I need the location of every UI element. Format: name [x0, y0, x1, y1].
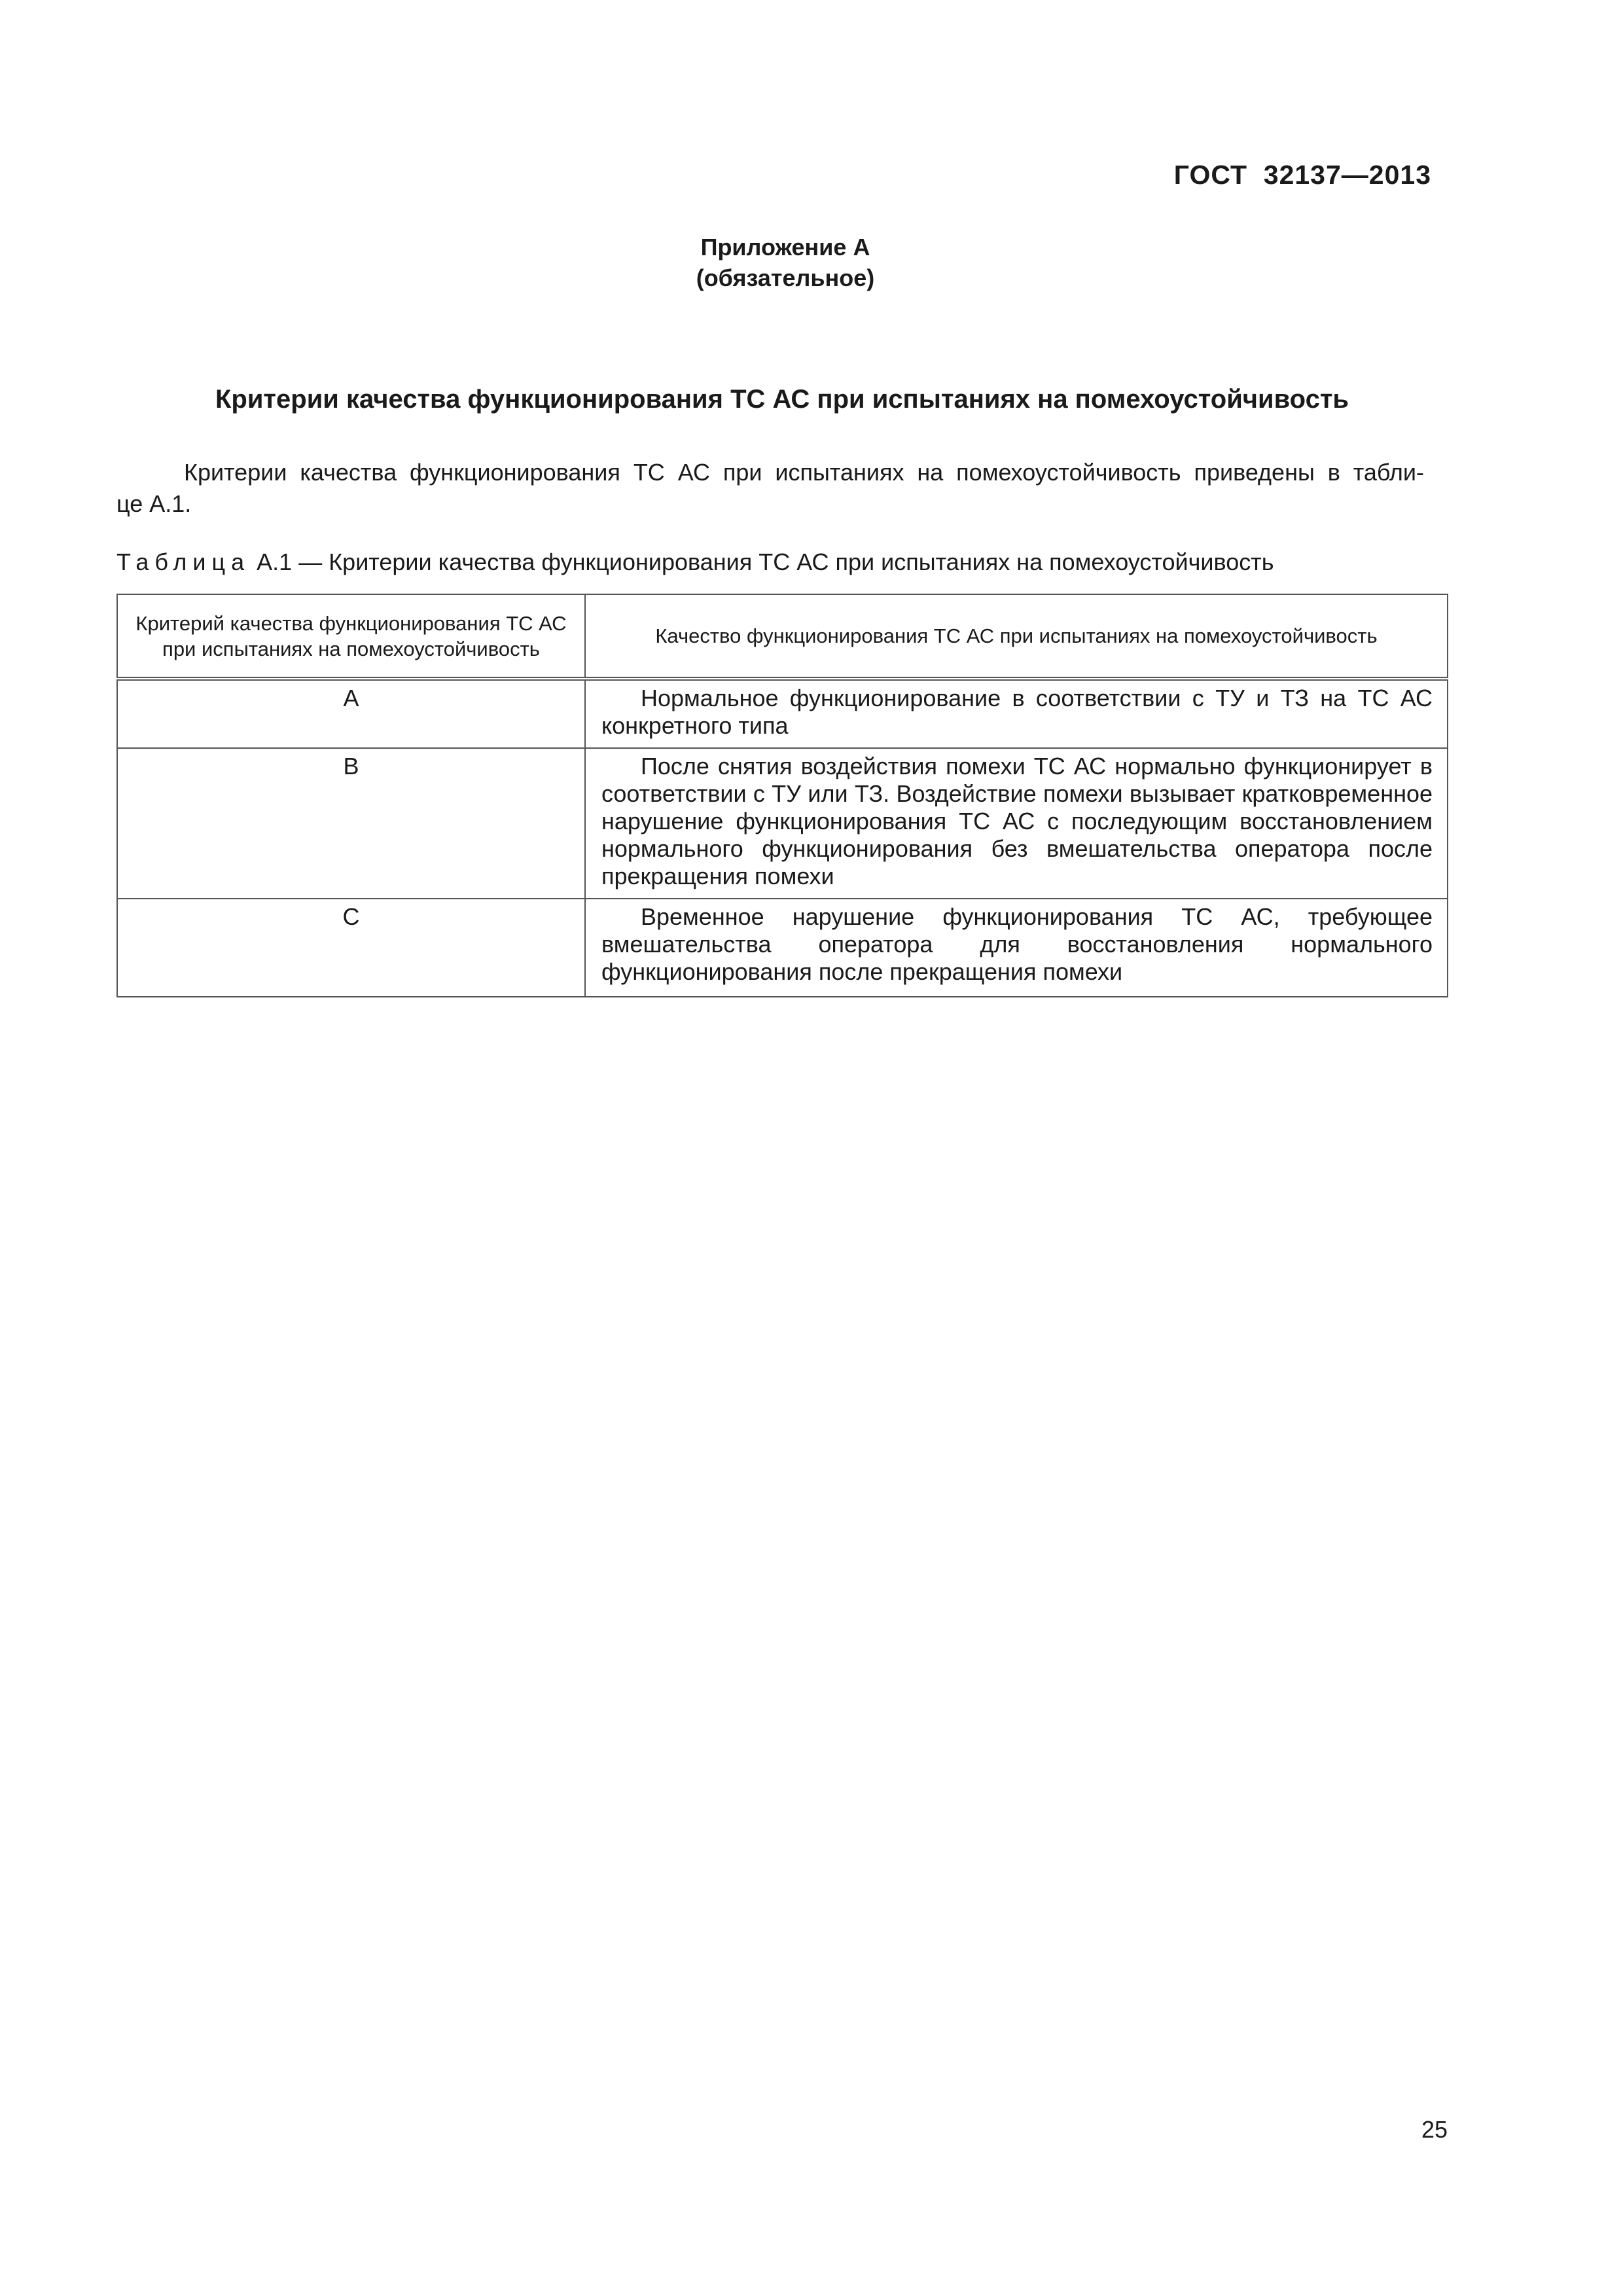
table-caption-prefix: Таблица [116, 548, 251, 575]
description-text: Временное нарушение функционирования ТС АС, требующее вмешательства оператора для восстановления нормального функционирования после прекращения помехи [601, 903, 1433, 985]
description-cell [585, 899, 1448, 997]
intro-paragraph [116, 457, 1424, 520]
description-text: После снятия воздействия помехи ТС АС нормально функционирует в соответствии с ТУ или ТЗ. Воздействие помехи вызывает кратковременное нарушение функционирования ТС АС с последующим восстановлением нормального функционирования без вмешательства оператора после прекращения помехи [601, 753, 1433, 889]
criterion-cell: С [117, 899, 585, 997]
table-row [117, 899, 1448, 997]
table-header-row [117, 594, 1448, 679]
description-text: Нормальное функционирование в соответствии с ТУ и ТЗ на ТС АС конкретного типа [601, 685, 1433, 739]
description-cell [585, 748, 1448, 899]
document-code: ГОСТ 32137—2013 [1173, 160, 1431, 190]
criterion-cell: В [117, 748, 585, 899]
column-header-quality: Качество функционирования ТС АС при испытаниях на помехоустойчивость [585, 594, 1448, 679]
description-cell [585, 679, 1448, 748]
intro-line-2: це А.1. [116, 490, 192, 517]
table-row [117, 679, 1448, 748]
table-caption-text: А.1 — Критерии качества функционирования ТС АС при испытаниях на помехоустойчивость [250, 548, 1274, 575]
column-header-criterion: Критерий качества функционирования ТС АС при испытаниях на помехоустойчивость [117, 594, 585, 679]
table-row [117, 748, 1448, 899]
appendix-heading: Критерии качества функционирования ТС АС при испытаниях на помехоустойчивость [215, 385, 1349, 414]
page-number: 25 [1421, 2116, 1448, 2143]
appendix-status: (обязательное) [696, 264, 875, 291]
criteria-table [116, 594, 1448, 997]
table-caption [116, 548, 1274, 576]
appendix-title: Приложение А [700, 234, 870, 260]
intro-line-1: Критерии качества функционирования ТС АС при испытаниях на помехоустойчивость приведены в табли- [184, 459, 1424, 486]
appendix-block [0, 232, 1571, 293]
criterion-cell: А [117, 679, 585, 748]
